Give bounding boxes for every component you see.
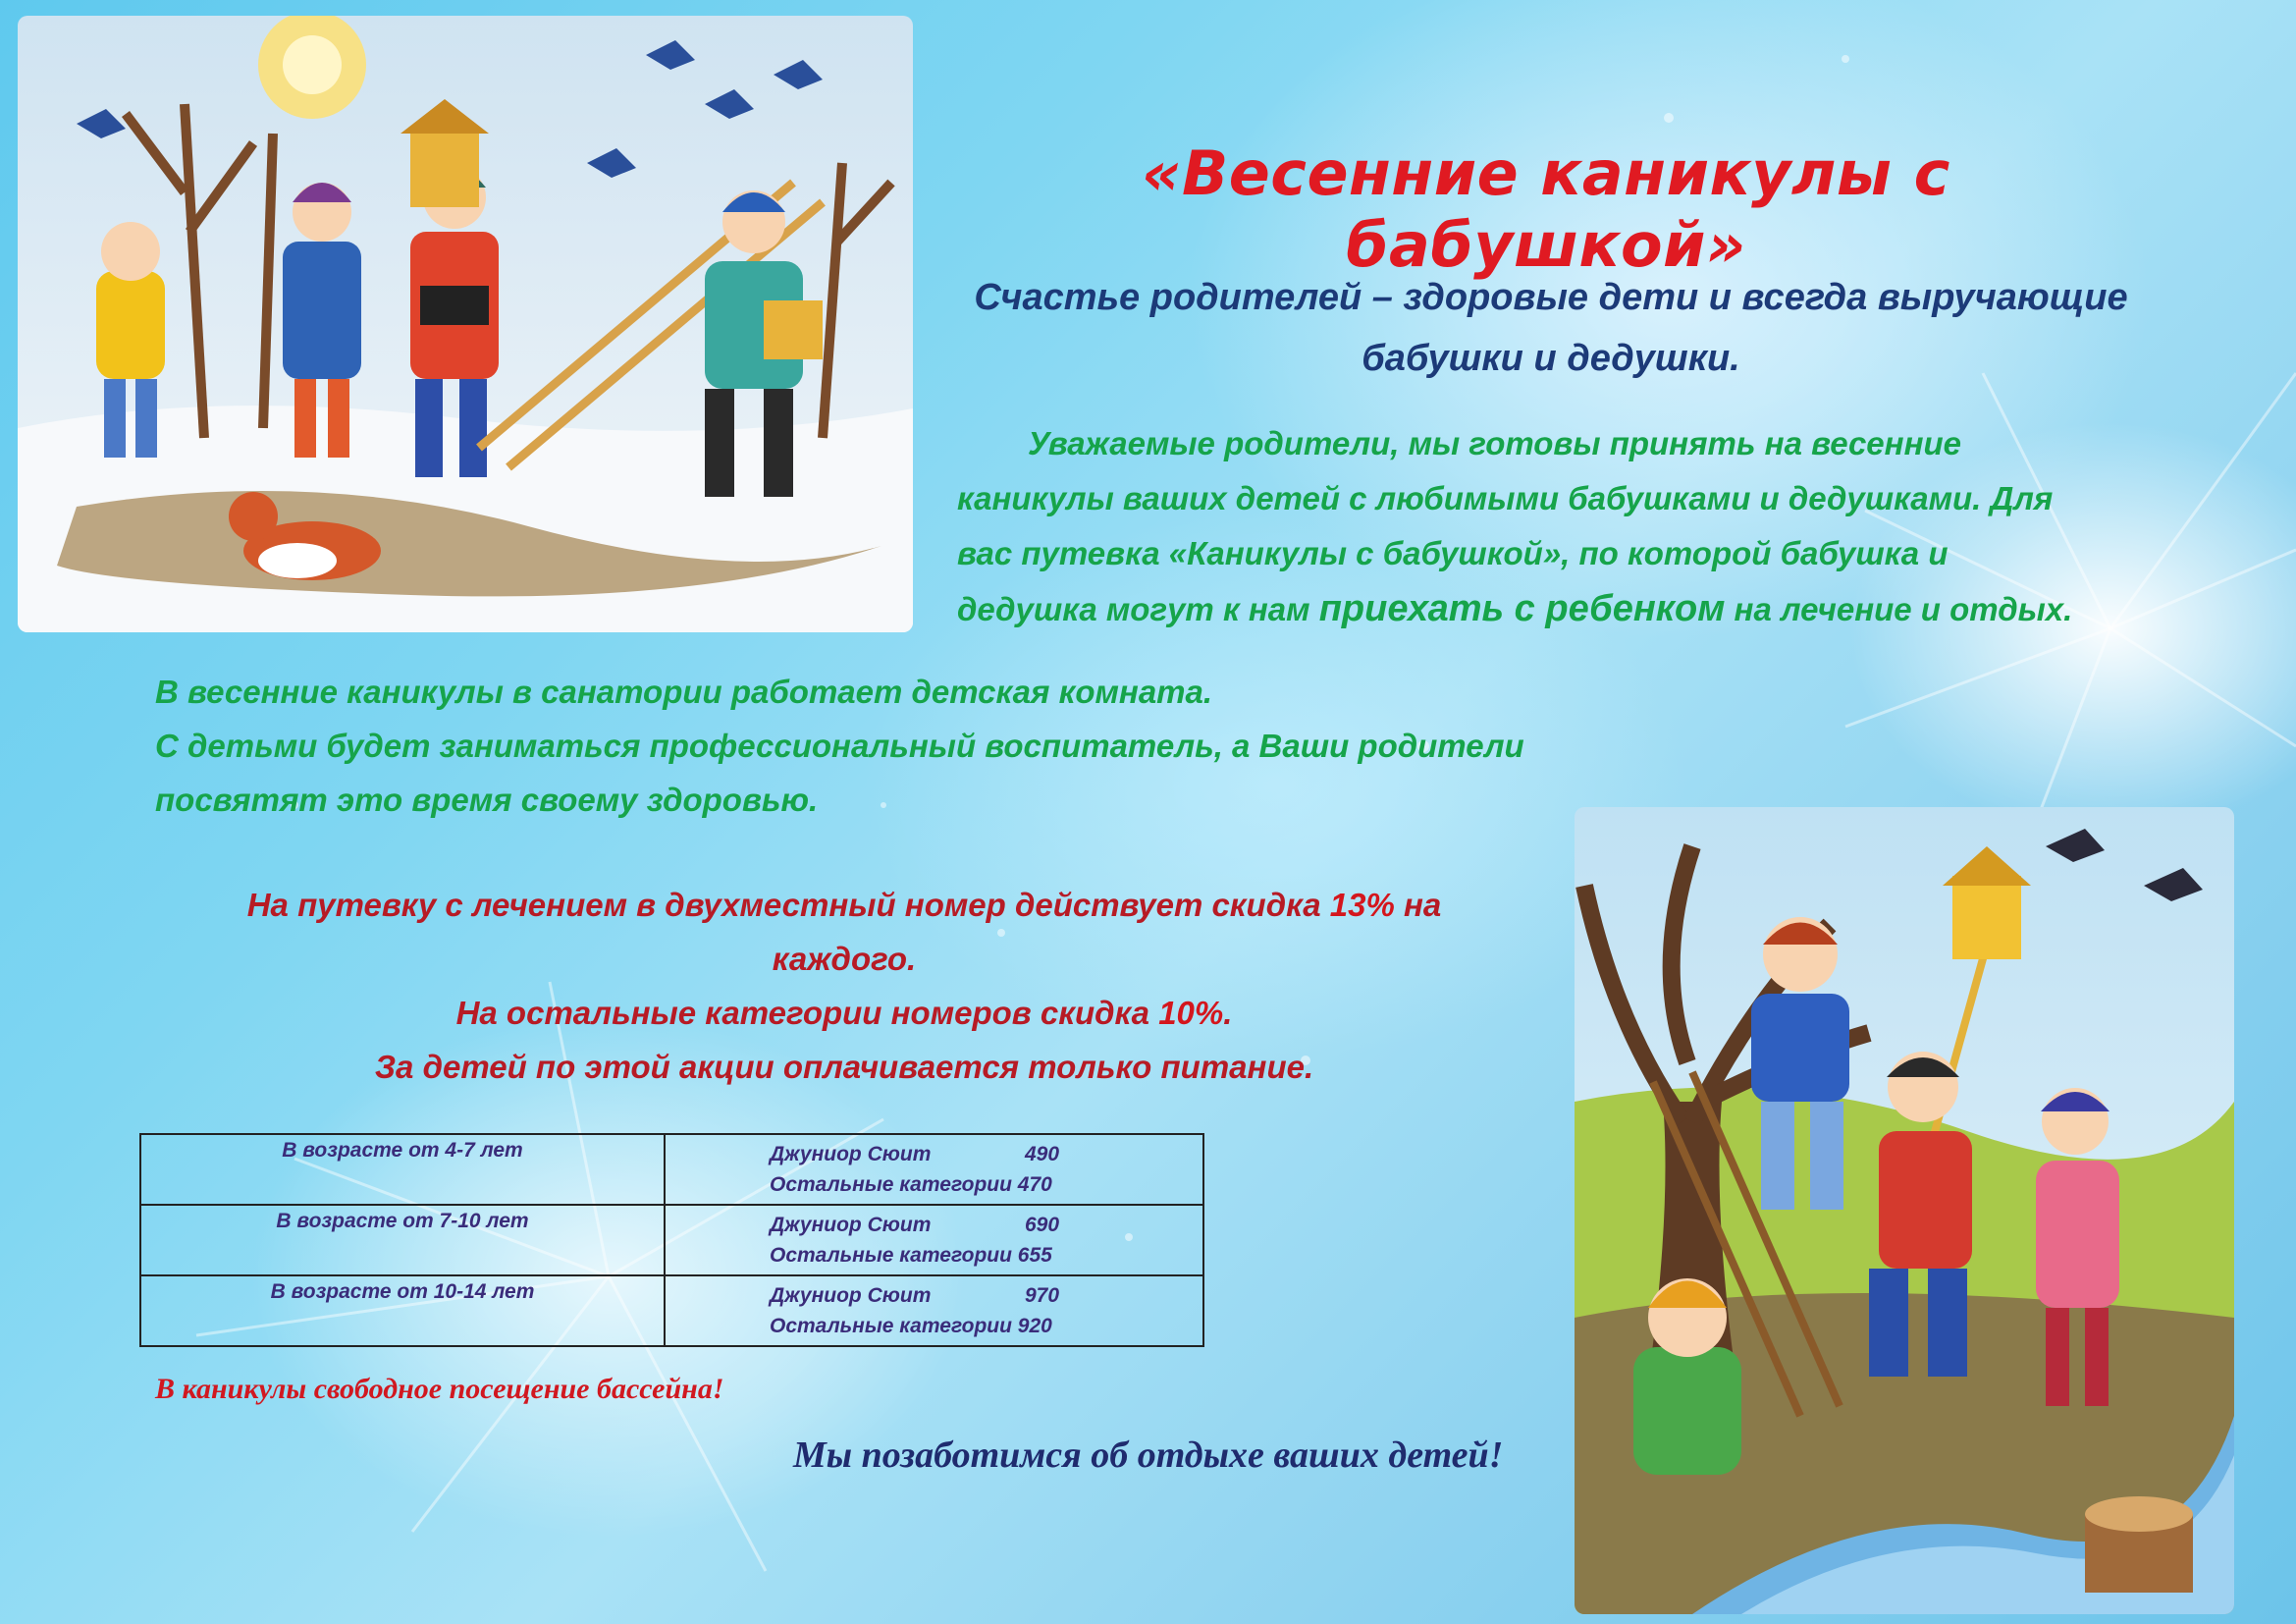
intro-paragraph <box>957 416 2164 637</box>
category-name: Джуниор Сюит <box>770 1214 932 1236</box>
pool-note: В каникулы свободное посещение бассейна! <box>155 1373 724 1405</box>
price-cell <box>665 1205 1203 1275</box>
closing-text: Мы позаботимся об отдыхе ваших детей! <box>793 1435 1504 1476</box>
intro-line-1: Уважаемые родители, мы готовы принять на весенние <box>1028 425 1962 461</box>
category-price: 970 <box>1025 1284 1060 1307</box>
subtitle-line-1: Счастье родителей – здоровые дети и всегда выручающие <box>974 277 2128 318</box>
illustration-children-with-birdhouses <box>18 16 913 632</box>
discount-line-4-text: За детей по этой акции оплачивается только питание <box>374 1049 1305 1085</box>
table-row <box>140 1205 1203 1275</box>
kids-room-line-3: посвятят это время своему здоровью. <box>155 782 819 818</box>
age-cell: В возрасте от 4-7 лет <box>140 1134 665 1205</box>
discount-line-1-end: на <box>1394 887 1442 923</box>
price-table <box>139 1133 1204 1347</box>
table-row <box>140 1134 1203 1205</box>
category-name: Джуниор Сюит <box>770 1284 932 1307</box>
discount-line-3-end: . <box>1223 995 1233 1031</box>
age-cell: В возрасте от 7-10 лет <box>140 1205 665 1275</box>
intro-line-3: вас путевка «Каникулы с бабушкой», по которой бабушка и <box>957 535 1949 571</box>
discount-13-percent: 13% <box>1329 887 1395 923</box>
intro-line-4-end: на лечение и отдых. <box>1725 591 2073 627</box>
subtitle <box>952 267 2150 389</box>
discount-paragraph <box>147 878 1541 1094</box>
kids-room-line-1: В весенние каникулы в санатории работает детская комната. <box>155 674 1213 710</box>
price-cell <box>665 1275 1203 1346</box>
category-name: Остальные категории <box>770 1173 1012 1196</box>
category-price: 470 <box>1017 1173 1052 1196</box>
discount-line-3 <box>147 986 1541 1040</box>
intro-highlight: приехать с ребенком <box>1318 588 1726 629</box>
discount-10-percent: 10% <box>1158 995 1224 1031</box>
kids-room-line-2: С детьми будет заниматься профессиональный воспитатель, а Ваши родители <box>155 728 1524 764</box>
kids-room-paragraph <box>155 665 1628 827</box>
table-row <box>140 1275 1203 1346</box>
price-cell <box>665 1134 1203 1205</box>
category-price: 690 <box>1025 1214 1060 1236</box>
discount-line-1 <box>147 878 1541 932</box>
category-price: 920 <box>1017 1315 1052 1337</box>
category-name: Остальные категории <box>770 1315 1012 1337</box>
category-name: Остальные категории <box>770 1244 1012 1267</box>
age-cell: В возрасте от 10-14 лет <box>140 1275 665 1346</box>
intro-line-4-start: дедушка могут к нам <box>957 591 1319 627</box>
discount-line-3-text: На остальные категории номеров скидка <box>455 995 1159 1031</box>
intro-line-2: каникулы ваших детей с любимыми бабушками и дедушками. Для <box>957 480 2054 516</box>
subtitle-line-2: бабушки и дедушки. <box>1362 338 1740 379</box>
category-price: 490 <box>1025 1143 1060 1165</box>
intro-line-4 <box>957 581 2164 637</box>
discount-line-2: каждого. <box>772 941 917 977</box>
discount-line-4-end: . <box>1304 1049 1314 1085</box>
illustration-children-near-tree <box>1575 807 2234 1614</box>
discount-line-4 <box>147 1040 1541 1094</box>
category-price: 655 <box>1017 1244 1052 1267</box>
page-title: «Весенние каникулы с бабушкой» <box>1142 137 1950 281</box>
category-name: Джуниор Сюит <box>770 1143 932 1165</box>
discount-line-1-text: На путевку с лечением в двухместный номер действует скидка <box>246 887 1330 923</box>
